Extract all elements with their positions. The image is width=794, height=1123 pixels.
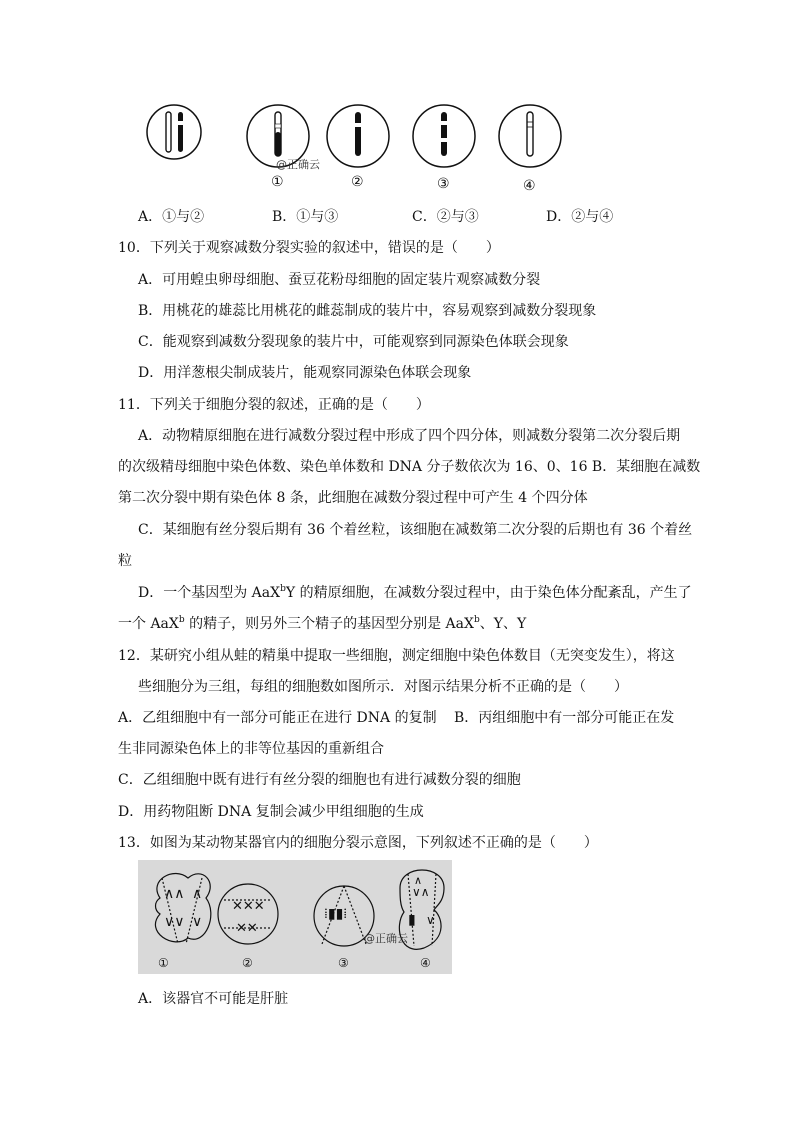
q11-d1-pre: D．一个基因型为 AaX bbox=[138, 585, 281, 601]
q11-line-3: 第二次分裂中期有染色体 8 条，此细胞在减数分裂过程中可产生 4 个四分体 bbox=[118, 490, 588, 506]
q10-option-c: C．能观察到减数分裂现象的装片中，可能观察到同源染色体联会现象 bbox=[138, 334, 569, 350]
q11-d2-sup2: b bbox=[473, 615, 480, 625]
cell-3 bbox=[413, 105, 475, 167]
cell-division-figure-svg bbox=[138, 860, 452, 974]
svg-text:∧: ∧ bbox=[414, 874, 423, 887]
q10-option-a: A．可用蝗虫卵母细胞、蚕豆花粉母细胞的固定装片观察减数分裂 bbox=[138, 272, 541, 288]
watermark: @正确云 bbox=[276, 158, 320, 171]
q11-d2-mid: 的精子，则另外三个精子的基因型分别是 AaX bbox=[184, 616, 474, 632]
cell-label-3: ③ bbox=[437, 176, 450, 192]
q10-stem: 10．下列关于观察减数分裂实验的叙述中，错误的是（ ） bbox=[118, 240, 500, 256]
q9-option-d: D．②与④ bbox=[546, 209, 614, 225]
homologous-pair-cell bbox=[147, 105, 201, 159]
cell-division-figure bbox=[138, 860, 452, 974]
q9-option-c: C．②与③ bbox=[412, 209, 479, 225]
fig-label-4: ④ bbox=[420, 956, 431, 970]
q10-option-b: B．用桃花的雄蕊比用桃花的雌蕊制成的装片中，容易观察到减数分裂现象 bbox=[138, 303, 597, 319]
svg-text:∧: ∧ bbox=[192, 886, 203, 902]
division-cell-4-chromosomes bbox=[408, 874, 435, 928]
svg-text:∨: ∨ bbox=[426, 913, 435, 927]
fig-label-3: ③ bbox=[338, 956, 349, 970]
svg-text:∧∧: ∧∧ bbox=[164, 886, 185, 902]
q11-d1-post: Y 的精原细胞，在减数分裂过程中，由于染色体分配紊乱，产生了 bbox=[285, 585, 692, 601]
chromosome-figure bbox=[140, 104, 580, 200]
q9-option-a: A．①与② bbox=[138, 209, 205, 225]
q9-option-b: B．①与③ bbox=[272, 209, 339, 225]
q13-option-a: A．该器官不可能是肝脏 bbox=[138, 991, 289, 1007]
q12-option-b-1: B．丙组细胞中有一部分可能正在发 bbox=[454, 710, 675, 726]
cell-2 bbox=[327, 105, 389, 167]
division-cell-2-chromosomes bbox=[232, 899, 265, 936]
q11-d2-pre: 一个 AaX bbox=[118, 616, 179, 632]
svg-text:∨∨: ∨∨ bbox=[164, 914, 185, 930]
fig-label-2: ② bbox=[242, 956, 253, 970]
q12-stem-2: 些细胞分为三组，每组的细胞数如图所示．对图示结果分析不正确的是（ ） bbox=[138, 679, 628, 695]
svg-text:∨∧: ∨∧ bbox=[412, 885, 430, 899]
q13-stem: 13．如图为某动物某器官内的细胞分裂示意图，下列叙述不正确的是（ ） bbox=[118, 835, 598, 851]
svg-text:▮: ▮ bbox=[408, 912, 416, 928]
division-cell-3-chromosomes bbox=[324, 906, 347, 922]
cell-label-4: ④ bbox=[523, 178, 536, 194]
q11-line-1: A．动物精原细胞在进行减数分裂过程中形成了四个四分体，则减数分裂第二次分裂后期 bbox=[138, 428, 681, 444]
q12-stem-1: 12．某研究小组从蛙的精巢中提取一些细胞，测定细胞中染色体数目（无突变发生），将这 bbox=[118, 648, 675, 664]
q12-option-d: D．用药物阻断 DNA 复制会减少甲组细胞的生成 bbox=[118, 804, 424, 820]
q11-option-d-line1 bbox=[138, 582, 692, 602]
svg-text:✕✕✕: ✕✕✕ bbox=[232, 899, 265, 914]
cell-label-2: ② bbox=[351, 174, 364, 190]
q11-d2-post: 、Y、Y bbox=[479, 616, 527, 632]
q11-option-d-line2 bbox=[118, 613, 526, 633]
q11-d1-sup: b bbox=[280, 584, 286, 594]
division-cell-1-chromosomes bbox=[164, 886, 202, 930]
fig-label-1: ① bbox=[158, 956, 169, 970]
q11-stem: 11．下列关于细胞分裂的叙述，正确的是（ ） bbox=[118, 397, 430, 413]
q11-line-4: C．某细胞有丝分裂后期有 36 个着丝粒，该细胞在减数第二次分裂的后期也有 36 个着丝 bbox=[138, 522, 693, 538]
division-cell-1 bbox=[155, 874, 210, 944]
cell-4 bbox=[499, 105, 561, 167]
q12-option-c: C．乙组细胞中既有进行有丝分裂的细胞也有进行减数分裂的细胞 bbox=[118, 772, 521, 788]
svg-text:∨: ∨ bbox=[192, 914, 203, 930]
svg-text:✕✕: ✕✕ bbox=[236, 921, 258, 936]
cell-label-1: ① bbox=[271, 174, 284, 190]
q11-d2-sup: b bbox=[178, 615, 185, 625]
q11-line-2: 的次级精母细胞中染色体数、染色单体数和 DNA 分子数依次为 16、0、16 B．某细胞在减数 bbox=[118, 459, 701, 475]
q10-option-d: D．用洋葱根尖制成装片，能观察同源染色体联会现象 bbox=[138, 365, 472, 381]
watermark: @正确云 bbox=[364, 932, 408, 945]
q12-option-b-2: 生非同源染色体上的非等位基因的重新组合 bbox=[118, 741, 384, 757]
q12-option-a: A．乙组细胞中有一部分可能正在进行 DNA 的复制 bbox=[118, 710, 437, 726]
svg-text:⁞▮▮⁞: ⁞▮▮⁞ bbox=[324, 906, 348, 922]
q11-line-5: 粒 bbox=[118, 553, 132, 569]
